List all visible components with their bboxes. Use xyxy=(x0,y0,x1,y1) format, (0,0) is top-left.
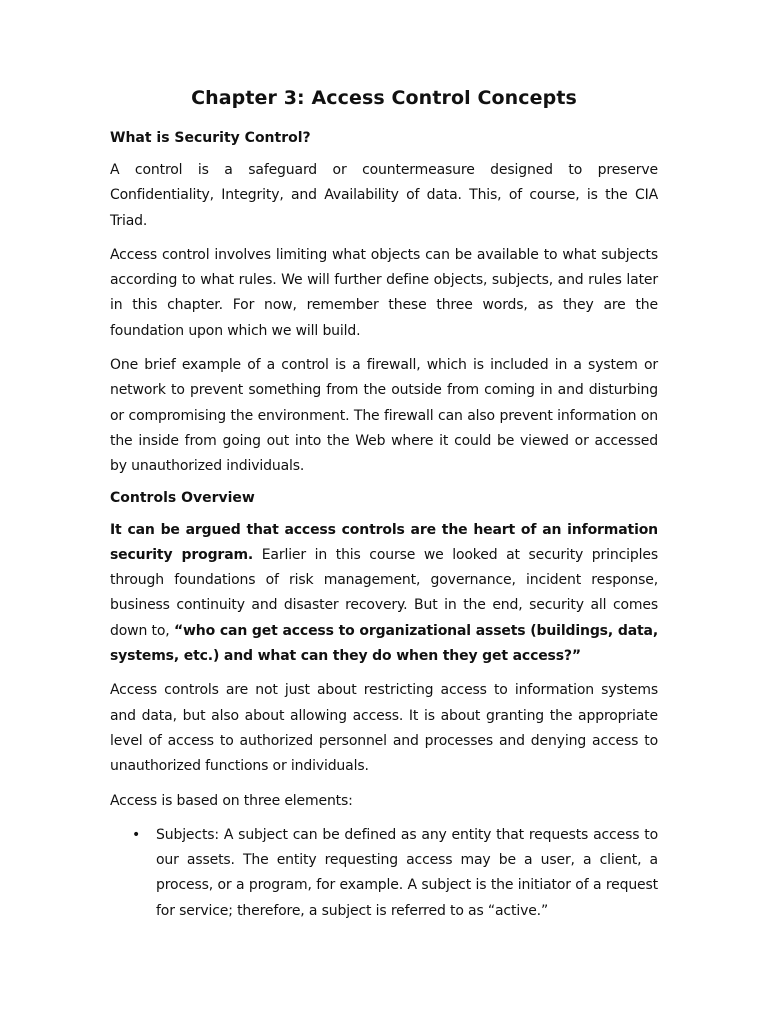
list-item-text: Subjects: A subject can be defined as any entity that requests access to our assets. The entity requesting access may be a user, a client, a process, or a program, for example. A subject is the initiator of a request for service; therefore, a subject is referred to as “active.” xyxy=(156,826,658,919)
list-item-subjects xyxy=(132,823,658,924)
paragraph-middle-text: Earlier in this course we looked at security principles through foundations of risk management, governance, incident response, business continuity and disaster recovery. But in the end, security all comes down to, xyxy=(110,546,658,639)
paragraph-bold-quote: “who can get access to organizational assets (buildings, data, systems, etc.) and what can they do when they get access?” xyxy=(110,622,658,665)
paragraph-access-controls-heart xyxy=(110,518,658,670)
paragraph-three-elements: Access is based on three elements: xyxy=(110,792,353,809)
controls-overview-heading: Controls Overview xyxy=(110,489,255,506)
chapter-title: Chapter 3: Access Control Concepts xyxy=(191,87,577,109)
paragraph-cia-triad: A control is a safeguard or countermeasure designed to preserve Confidentiality, Integrity, and Availability of data. This, of course, is the CIA Triad. xyxy=(110,162,658,229)
paragraph-firewall-example: One brief example of a control is a firewall, which is included in a system or network to prevent something from the outside from coming in and disturbing or compromising the environment. The firewall can also prevent information on the inside from going out into the Web where it could be viewed or accessed by unauthorized individuals. xyxy=(110,357,658,475)
document-page xyxy=(110,84,658,924)
paragraph-allowing-access: Access controls are not just about restricting access to information systems and data, but also about allowing access. It is about granting the appropriate level of access to authorized personnel and processes and denying access to unauthorized functions or individuals. xyxy=(110,682,658,775)
elements-list xyxy=(110,823,658,924)
paragraph-bold-lead: It can be argued that access controls are the heart of an information security program. xyxy=(110,521,658,563)
bullet-marker: • xyxy=(132,826,141,843)
paragraph-access-control-definition: Access control involves limiting what objects can be available to what subjects according to what rules. We will further define objects, subjects, and rules later in this chapter. For now, remember these three words, as they are the foundation upon which we will build. xyxy=(110,246,658,339)
security-control-heading: What is Security Control? xyxy=(110,130,311,146)
